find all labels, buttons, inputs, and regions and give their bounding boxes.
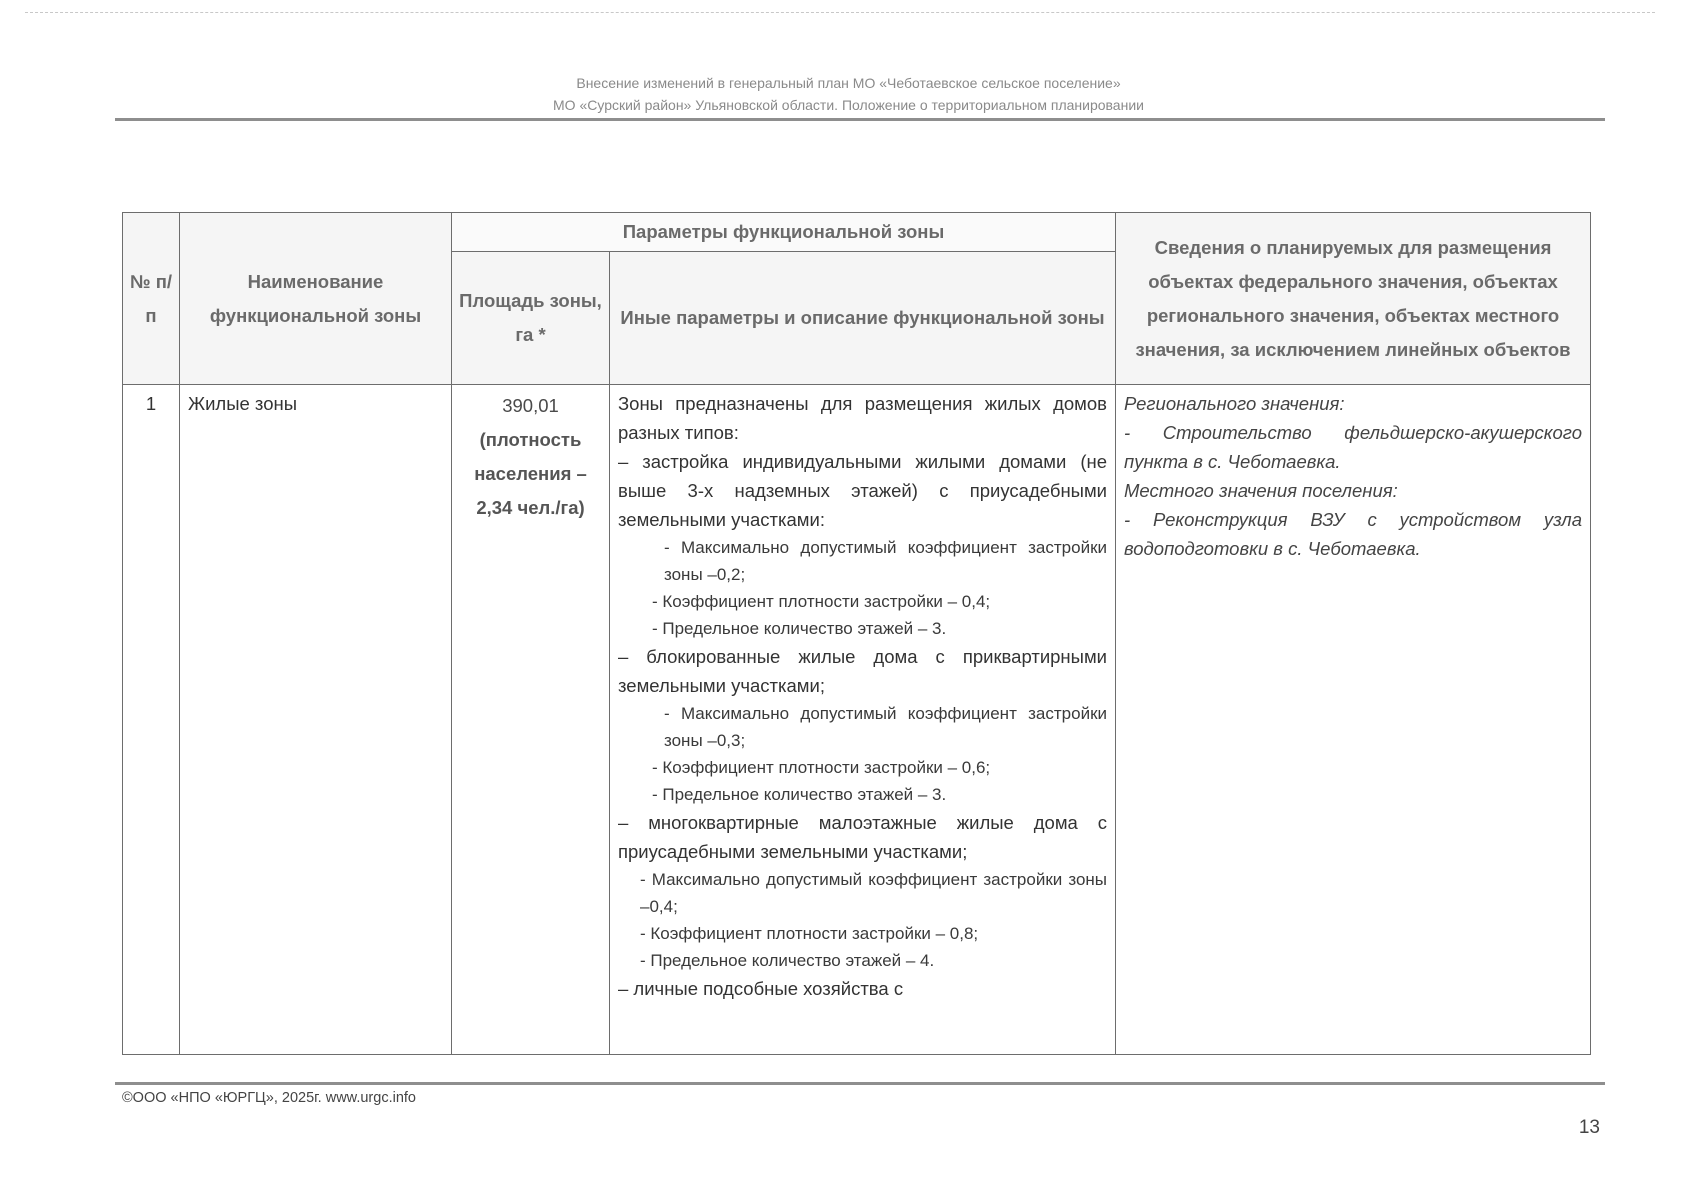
- area-value: 390,01: [502, 395, 559, 416]
- desc-bullet-3-density: - Коэффициент плотности застройки – 0,8;: [640, 924, 979, 943]
- desc-bullet-2: – блокированные жилые дома с приквартирными земельными участками;: [618, 646, 1108, 696]
- table-row: [123, 385, 1591, 1055]
- col-header-num: № п/п: [123, 213, 180, 385]
- col-header-federal: Сведения о планируемых для размещения объектах федерального значения, объектах регионального значения, объектах местного значения, за исключением линейных объектов: [1116, 213, 1591, 385]
- footer-copyright: ©ООО «НПО «ЮРГЦ», 2025г. www.urgc.info: [122, 1090, 416, 1106]
- desc-bullet-2-density: - Коэффициент плотности застройки – 0,6;: [652, 758, 991, 777]
- row-area: [452, 385, 610, 1055]
- desc-bullet-2-floors: - Предельное количество этажей – 3.: [652, 785, 947, 804]
- desc-bullet-3: – многоквартирные малоэтажные жилые дома с приусадебными земельными участками;: [618, 812, 1108, 862]
- col-header-other: Иные параметры и описание функциональной зоны: [610, 252, 1116, 385]
- header-line-2: МО «Сурский район» Ульяновской области. Положение о территориальном планировании: [553, 97, 1144, 113]
- col-header-name: Наименование функциональной зоны: [180, 213, 452, 385]
- scan-top-line: [25, 12, 1655, 13]
- desc-bullet-2-coef: - Максимально допустимый коэффициент застройки зоны –0,3;: [664, 704, 1108, 750]
- area-density-note: (плотность населения – 2,34 чел./га): [474, 429, 587, 518]
- desc-bullet-1-density: - Коэффициент плотности застройки – 0,4;: [652, 592, 991, 611]
- header-rule: [115, 118, 1605, 121]
- local-label: Местного значения поселения:: [1124, 480, 1398, 501]
- header-line-1: Внесение изменений в генеральный план МО «Чеботаевское сельское поселение»: [576, 75, 1121, 91]
- col-header-params-group: Параметры функциональной зоны: [452, 213, 1116, 252]
- desc-bullet-1: – застройка индивидуальными жилыми домами (не выше 3-х надземных этажей) с приусадебными земельными участками:: [618, 451, 1108, 530]
- footer-rule: [115, 1082, 1605, 1085]
- row-num: 1: [123, 385, 180, 1055]
- row-description: [610, 385, 1116, 1055]
- desc-bullet-3-floors: - Предельное количество этажей – 4.: [640, 951, 935, 970]
- regional-label: Регионального значения:: [1124, 393, 1345, 414]
- page-number: 13: [1578, 1117, 1600, 1138]
- desc-bullet-3-coef: - Максимально допустимый коэффициент застройки зоны –0,4;: [640, 870, 1108, 916]
- desc-bullet-1-floors: - Предельное количество этажей – 3.: [652, 619, 947, 638]
- table-header-row-1: [123, 213, 1591, 252]
- desc-bullet-4: – личные подсобные хозяйства с: [618, 978, 904, 999]
- regional-item: - Строительство фельдшерско-акушерского пункта в с. Чеботаевка.: [1124, 422, 1583, 472]
- desc-bullet-1-coef: - Максимально допустимый коэффициент застройки зоны –0,2;: [664, 538, 1108, 584]
- row-zone-name: Жилые зоны: [180, 385, 452, 1055]
- functional-zones-table: [122, 212, 1591, 1055]
- document-header: [0, 72, 1697, 116]
- col-header-area: Площадь зоны, га *: [452, 252, 610, 385]
- desc-intro: Зоны предназначены для размещения жилых домов разных типов:: [618, 393, 1108, 443]
- row-planned-objects: [1116, 385, 1591, 1055]
- local-item: - Реконструкция ВЗУ с устройством узла водоподготовки в с. Чеботаевка.: [1124, 509, 1583, 559]
